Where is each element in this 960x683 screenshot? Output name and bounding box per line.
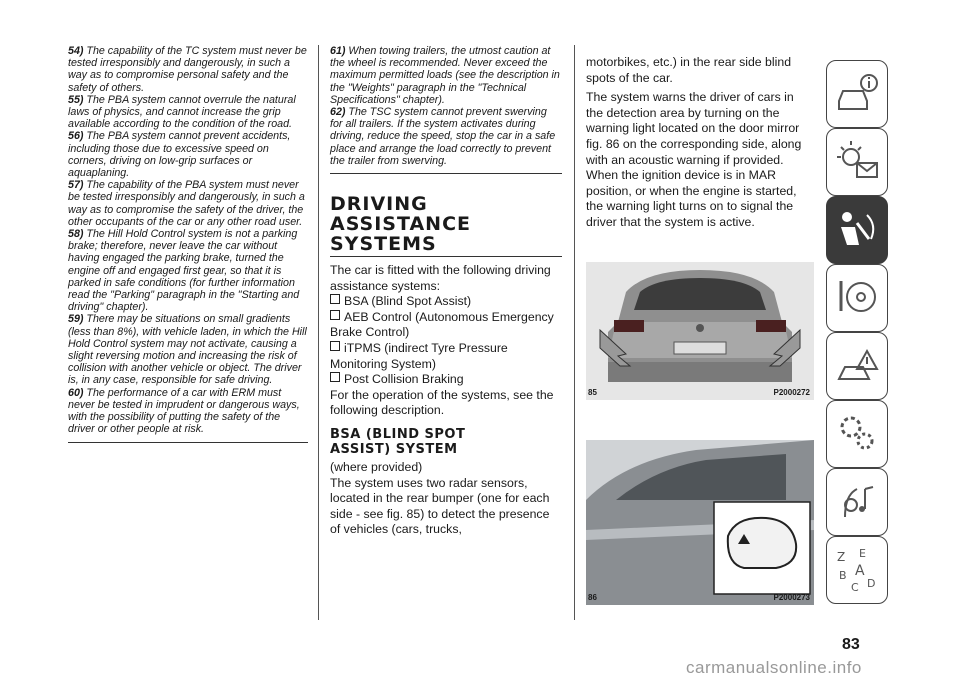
system-warning-text: The system warns the driver of cars in the detection area by turning on the warning light located on the door mirror fig. 86 on the corresponding side, along with an acoustic warning if provided. When the ignition device is in MAR position, or when the engine is started, the warning light turns on to signal the driver that the system is active.	[586, 90, 802, 229]
svg-text:D: D	[867, 577, 876, 590]
note-number: 60)	[68, 386, 84, 399]
main-column	[330, 45, 562, 538]
door-mirror-illustration	[586, 440, 814, 605]
blind-spot-text: motorbikes, etc.) in the rear side blind spots of the car.	[586, 55, 792, 85]
note-number: 56)	[68, 130, 84, 143]
figure-code: P2000272	[773, 388, 810, 397]
svg-text:C: C	[851, 581, 859, 594]
checkbox-bullet-icon	[330, 294, 340, 304]
note-number: 57)	[68, 179, 84, 192]
note-number: 58)	[68, 228, 84, 241]
note-text: The Hill Hold Control system is not a parking brake; therefore, never leave the car without having engaged the parking brake, turned the engine off and engaged first gear, so that it is parked in safe conditions (for further information read the "Parking" paragraph in the "Starting and driving" chapter).	[68, 228, 300, 314]
tab-index[interactable]	[826, 536, 888, 604]
tab-safety[interactable]	[826, 196, 888, 264]
multimedia-icon	[833, 475, 881, 529]
car-rear-illustration	[586, 262, 814, 400]
heading-line: ASSISTANCE	[330, 213, 471, 236]
section-heading	[330, 194, 562, 257]
checkbox-bullet-icon	[330, 372, 340, 382]
note-number: 59)	[68, 313, 84, 326]
steering-wheel-icon	[833, 271, 881, 325]
list-item	[330, 372, 562, 388]
tab-warning-lights[interactable]	[826, 128, 888, 196]
notes-box-left	[68, 45, 308, 443]
figure-code: P2000273	[773, 593, 810, 602]
list-item-label: iTPMS (indirect Tyre Pressure Monitoring System)	[330, 341, 508, 371]
notes-box-middle	[330, 45, 562, 174]
bsa-heading-line: BSA (BLIND SPOT	[330, 426, 466, 442]
heading-line: DRIVING	[330, 193, 428, 216]
note-61	[330, 45, 562, 106]
figure-number: 85	[588, 388, 597, 397]
note-number: 55)	[68, 93, 84, 106]
tab-starting-driving[interactable]	[826, 264, 888, 332]
warning-lights-icon	[833, 135, 881, 189]
list-item	[330, 310, 562, 341]
operation-text: For the operation of the systems, see the following description.	[330, 387, 554, 418]
notes-column-left	[68, 45, 308, 443]
list-item	[330, 294, 562, 310]
right-column	[586, 55, 814, 231]
column-divider	[318, 45, 319, 620]
note-text: There may be situations on small gradients (less than 8%), with vehicle laden, in which the Hill Hold Control system may not activate, causing a slight reversing motion and increasing the risk of collision with another vehicle or object. The driver is, in any case, responsible for safe driving.	[68, 313, 307, 387]
note-number: 61)	[330, 45, 346, 57]
tab-emergency[interactable]	[826, 332, 888, 400]
column-divider	[574, 45, 575, 620]
tab-multimedia[interactable]	[826, 468, 888, 536]
list-item-label: AEB Control (Autonomous Emergency Brake Control)	[330, 309, 554, 340]
page-number: 83	[842, 636, 860, 653]
note-text: The TSC system cannot prevent swerving for all trailers. If the system activates during driving, reduce the speed, stop the car in a safe place and arrange the load correctly to prevent the trailer from swerving.	[330, 106, 556, 167]
checkbox-bullet-icon	[330, 341, 340, 351]
figure-85-car-rear	[586, 262, 814, 400]
safety-icon	[833, 203, 881, 257]
note-number: 62)	[330, 106, 346, 119]
bsa-description: The system uses two radar sensors, located in the rear bumper (one for each side - see fig. 85) to detect the presence of vehicles (cars, trucks,	[330, 475, 550, 537]
list-item-label: Post Collision Braking	[344, 372, 464, 387]
where-provided-text: (where provided)	[330, 459, 423, 474]
note-57	[68, 179, 308, 228]
svg-text:Z: Z	[837, 550, 846, 564]
note-text: The capability of the TC system must never be tested irresponsibly and dangerously, in such a way as to compromise personal safety and the safety of others.	[68, 45, 307, 94]
figure-86-door-mirror	[586, 440, 814, 605]
note-text: The PBA system cannot overrule the natural laws of physics, and cannot increase the grip available according to the condition of the road.	[68, 93, 296, 131]
svg-text:B: B	[839, 569, 847, 582]
note-text: The performance of a car with ERM must never be tested in imprudent or dangerous ways, with the possibility of putting the safety of the driver or other people at risk.	[68, 386, 300, 436]
index-icon	[833, 543, 881, 597]
svg-text:E: E	[859, 547, 866, 560]
car-info-icon	[833, 67, 881, 121]
note-55	[68, 94, 308, 131]
emergency-icon	[833, 339, 881, 393]
svg-text:A: A	[855, 563, 865, 579]
note-text: When towing trailers, the utmost caution at the wheel is recommended. Never exceed the maximum permitted loads (see the description in the "Weights" paragraph in the "Technical Specifications" chapter).	[330, 45, 560, 106]
bsa-heading-line: ASSIST) SYSTEM	[330, 441, 458, 457]
maintenance-icon	[833, 407, 881, 461]
tab-car-info[interactable]	[826, 60, 888, 128]
note-59	[68, 313, 308, 386]
note-54	[68, 45, 308, 94]
checkbox-bullet-icon	[330, 310, 340, 320]
list-item	[330, 341, 562, 372]
note-text: The capability of the PBA system must never be tested irresponsibly and dangerously, in such a way as to compromise the safety of the driver, the other occupants of the car or any other road user.	[68, 179, 305, 228]
watermark[interactable]: carmanualsonline.info	[686, 658, 862, 677]
note-56	[68, 130, 308, 179]
note-58	[68, 228, 308, 313]
intro-text: The car is fitted with the following driving assistance systems:	[330, 263, 551, 293]
heading-line: SYSTEMS	[330, 233, 437, 256]
note-60	[68, 387, 308, 436]
note-62	[330, 106, 562, 167]
note-number: 54)	[68, 45, 84, 57]
tab-maintenance[interactable]	[826, 400, 888, 468]
note-text: The PBA system cannot prevent accidents, including those due to excessive speed on corners, driving on low-grip surfaces or aquaplaning.	[68, 130, 291, 180]
figure-number: 86	[588, 593, 597, 602]
list-item-label: BSA (Blind Spot Assist)	[344, 294, 472, 309]
